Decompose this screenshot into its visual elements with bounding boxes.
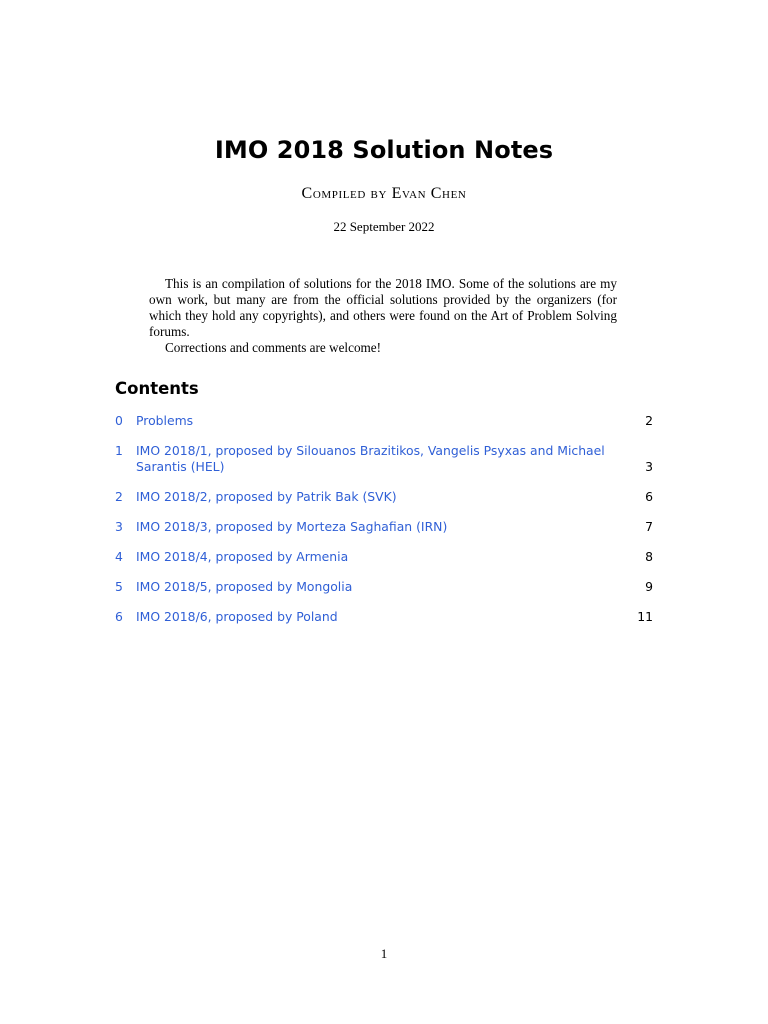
toc-entry-number[interactable]: 6 [115, 609, 123, 624]
toc-entry-title[interactable]: IMO 2018/5, proposed by Mongolia [136, 579, 353, 594]
toc-entry-title[interactable]: IMO 2018/3, proposed by Morteza Saghafian (IRN) [136, 519, 448, 534]
toc-entry-page[interactable]: 9 [645, 579, 653, 594]
toc-entry-title[interactable]: Problems [136, 413, 194, 428]
toc-entry-number[interactable]: 5 [115, 579, 123, 594]
abstract [149, 276, 617, 356]
abstract-paragraph-2: Corrections and comments are welcome! [165, 340, 382, 355]
toc-entry-number[interactable]: 2 [115, 489, 123, 504]
toc-entry-title[interactable]: IMO 2018/2, proposed by Patrik Bak (SVK) [136, 489, 397, 504]
date-line: 22 September 2022 [333, 219, 435, 234]
author-line: Compiled by Evan Chen [301, 185, 467, 202]
contents-heading: Contents [115, 379, 199, 398]
toc-entry-page[interactable]: 11 [637, 609, 653, 624]
toc-entry-number[interactable]: 1 [115, 443, 123, 458]
toc-entry-title[interactable]: IMO 2018/6, proposed by Poland [136, 609, 338, 624]
page-number: 1 [380, 946, 388, 961]
toc-entry-title[interactable]: IMO 2018/4, proposed by Armenia [136, 549, 349, 564]
toc-entry-number[interactable]: 0 [115, 413, 123, 428]
toc-entry-page[interactable]: 8 [645, 549, 653, 564]
document-title: IMO 2018 Solution Notes [214, 136, 554, 164]
toc-entry-number[interactable]: 3 [115, 519, 123, 534]
abstract-paragraph-1: This is an compilation of solutions for the 2018 IMO. Some of the solutions are my own work, but many are from the official solutions provided by the organizers (for which they hold any copyrights), and others were found on the Art of Problem Solving forums. [149, 276, 617, 339]
toc-entry-number[interactable]: 4 [115, 549, 123, 564]
toc-entry-page[interactable]: 2 [645, 413, 653, 428]
toc-entry-page[interactable]: 3 [645, 459, 653, 474]
toc-entry-page[interactable]: 6 [645, 489, 653, 504]
toc-entry-page[interactable]: 7 [645, 519, 653, 534]
toc-entry-title[interactable]: IMO 2018/1, proposed by Silouanos Brazitikos, Vangelis Psyxas and Michael Sarantis (HEL) [136, 443, 605, 474]
